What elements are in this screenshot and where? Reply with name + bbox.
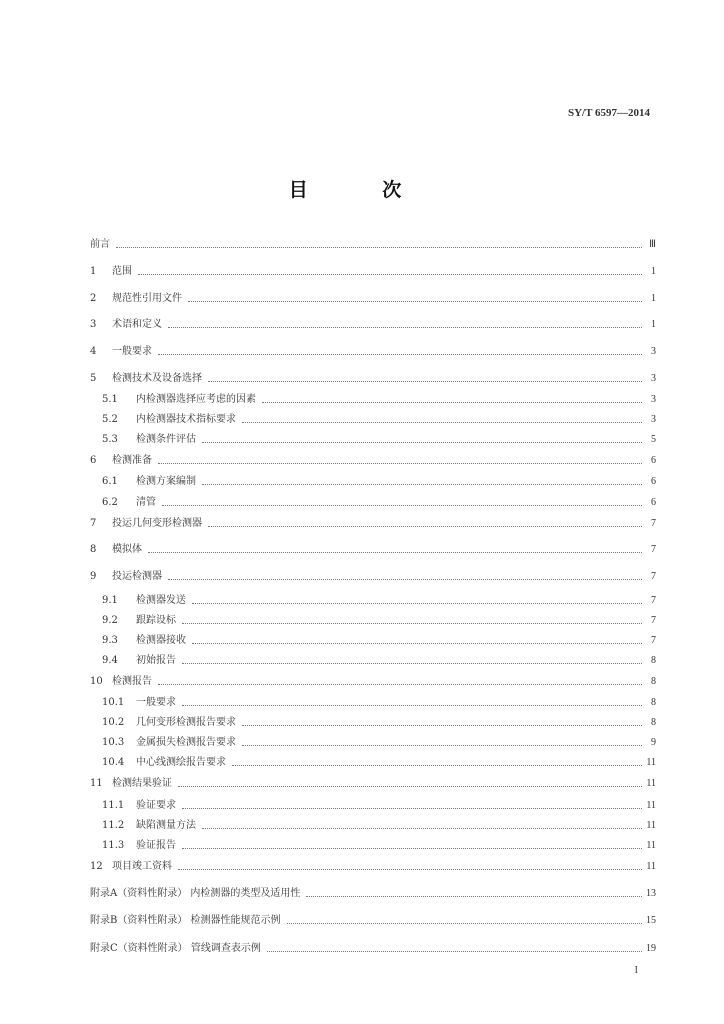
toc-entry-page: 15 <box>646 915 656 926</box>
dot-leader <box>188 300 642 302</box>
toc-entry[interactable] <box>90 290 656 306</box>
toc-entry-number: 9.2 <box>102 615 118 626</box>
page-title: 目 次 <box>288 179 436 201</box>
toc-entry[interactable] <box>102 734 656 750</box>
toc-entry-label: 跟踪设标 <box>136 615 176 626</box>
toc-entry-page: 1 <box>651 266 656 277</box>
toc-entry-page: 6 <box>651 497 656 508</box>
toc-entry[interactable] <box>102 817 656 833</box>
toc-entry-page: 11 <box>646 800 656 811</box>
toc-entry-label: 检测报告 <box>112 676 152 687</box>
dot-leader <box>306 895 642 897</box>
toc-entry-page: 6 <box>651 476 656 487</box>
toc-entry-page: 7 <box>651 571 656 582</box>
toc-entry[interactable] <box>102 837 656 853</box>
toc-entry-label: 中心线测绘报告要求 <box>136 757 226 768</box>
toc-entry-label: 附录C（资料性附录） 管线调查表示例 <box>90 943 261 954</box>
toc-entry-label: 附录B（资料性附录） 检测器性能规范示例 <box>90 915 281 926</box>
toc-entry-label: 检测条件评估 <box>136 434 196 445</box>
toc-entry-page: 7 <box>651 518 656 529</box>
toc-entry-page: 13 <box>646 888 656 899</box>
toc-entry-label: 一般要求 <box>112 346 152 357</box>
toc-entry[interactable] <box>102 797 656 813</box>
toc-entry-page: 7 <box>651 615 656 626</box>
dot-leader <box>182 622 642 624</box>
toc-entry[interactable] <box>90 858 656 874</box>
toc-entry-page: 1 <box>651 293 656 304</box>
toc-entry-number: 1 <box>90 266 97 277</box>
toc-entry-number: 9.4 <box>102 655 118 666</box>
toc-entry-label: 模拟体 <box>112 544 142 555</box>
toc-entry[interactable] <box>102 473 656 489</box>
toc-entry-number: 11.2 <box>102 820 125 831</box>
toc-entry[interactable] <box>102 694 656 710</box>
toc-entry-page: 5 <box>651 434 656 445</box>
toc-entry-label: 检测器接收 <box>136 635 186 646</box>
toc-entry-number: 10 <box>90 676 103 687</box>
toc-entry[interactable] <box>90 940 656 956</box>
toc-entry-number: 10.4 <box>102 757 125 768</box>
toc-entry-page: 11 <box>646 820 656 831</box>
toc-entry-label: 检测方案编制 <box>136 476 196 487</box>
dot-leader <box>208 525 642 527</box>
dot-leader <box>242 744 642 746</box>
dot-leader <box>192 602 642 604</box>
toc-entry[interactable] <box>90 370 656 386</box>
toc-entry-number: 8 <box>90 544 97 555</box>
toc-entry[interactable] <box>102 612 656 628</box>
toc-entry-label: 验证报告 <box>136 840 176 851</box>
toc-entry[interactable] <box>102 632 656 648</box>
toc-entry-number: 2 <box>90 293 97 304</box>
toc-entry-label: 金属损失检测报告要求 <box>136 737 236 748</box>
toc-entry-number: 11 <box>90 778 103 789</box>
toc-entry[interactable] <box>90 452 656 468</box>
dot-leader <box>162 504 642 506</box>
dot-leader <box>242 724 642 726</box>
toc-entry-label: 几何变形检测报告要求 <box>136 717 236 728</box>
toc-entry-page: 8 <box>651 655 656 666</box>
toc-entry-number: 5 <box>90 373 97 384</box>
toc-entry-page: 8 <box>651 697 656 708</box>
toc-entry-number: 5.3 <box>102 434 118 445</box>
toc-entry-page: 3 <box>651 394 656 405</box>
dot-leader <box>116 246 642 248</box>
toc-entry-label: 术语和定义 <box>112 319 162 330</box>
toc-entry[interactable] <box>102 754 656 770</box>
toc-entry-label: 内检测器选择应考虑的因素 <box>136 394 256 405</box>
toc-entry-number: 10.1 <box>102 697 125 708</box>
toc-entry[interactable] <box>90 775 656 791</box>
dot-leader <box>178 785 642 787</box>
dot-leader <box>182 662 642 664</box>
toc-entry-number: 7 <box>90 518 97 529</box>
toc-entry-page: 7 <box>651 635 656 646</box>
dot-leader <box>242 421 642 423</box>
toc-entry-number: 5.1 <box>102 394 118 405</box>
toc-entry-label: 检测结果验证 <box>112 778 172 789</box>
toc-entry-page: 11 <box>646 757 656 768</box>
toc-entry-page: 11 <box>646 840 656 851</box>
footer-page-number: I <box>634 965 638 976</box>
toc-entry[interactable] <box>90 236 656 252</box>
toc-entry-page: 8 <box>651 717 656 728</box>
toc-entry-label: 规范性引用文件 <box>112 293 182 304</box>
dot-leader <box>202 483 642 485</box>
toc-entry[interactable] <box>90 568 656 584</box>
dot-leader <box>267 950 642 952</box>
toc-entry-number: 10.3 <box>102 737 125 748</box>
toc-entry-label: 内检测器技术指标要求 <box>136 414 236 425</box>
toc-entry[interactable] <box>90 912 656 928</box>
toc-entry-number: 6 <box>90 455 97 466</box>
toc-entry-number: 6.2 <box>102 497 118 508</box>
dot-leader <box>168 326 642 328</box>
toc-entry-label: 检测准备 <box>112 455 152 466</box>
toc-entry[interactable] <box>90 673 656 689</box>
toc-entry[interactable] <box>102 652 656 668</box>
toc-entry-page: 11 <box>646 861 656 872</box>
dot-leader <box>168 578 642 580</box>
toc-entry[interactable] <box>102 431 656 447</box>
dot-leader <box>287 922 642 924</box>
toc-entry-page: Ⅲ <box>649 239 656 250</box>
toc-entry-page: 7 <box>651 544 656 555</box>
toc-entry-number: 9.3 <box>102 635 118 646</box>
toc-entry-label: 初始报告 <box>136 655 176 666</box>
toc-entry-number: 6.1 <box>102 476 118 487</box>
dot-leader <box>158 683 642 685</box>
toc-entry-label: 缺陷测量方法 <box>136 820 196 831</box>
toc-entry-number: 12 <box>90 861 103 872</box>
toc-entry-label: 前言 <box>90 239 110 250</box>
dot-leader <box>202 827 642 829</box>
toc-entry-label: 范围 <box>112 266 132 277</box>
dot-leader <box>182 704 642 706</box>
dot-leader <box>192 642 642 644</box>
toc-entry-label: 投运几何变形检测器 <box>112 518 202 529</box>
toc-entry-page: 3 <box>651 373 656 384</box>
dot-leader <box>178 868 642 870</box>
toc-entry-label: 投运检测器 <box>112 571 162 582</box>
dot-leader <box>182 807 642 809</box>
toc-entry-label: 检测器发送 <box>136 595 186 606</box>
toc-entry-page: 3 <box>651 346 656 357</box>
toc-entry-page: 6 <box>651 455 656 466</box>
toc-entry-label: 验证要求 <box>136 800 176 811</box>
toc-entry-number: 5.2 <box>102 414 118 425</box>
toc-entry-label: 一般要求 <box>136 697 176 708</box>
toc-entry-page: 8 <box>651 676 656 687</box>
dot-leader <box>182 847 642 849</box>
toc-entry-label: 附录A（资料性附录） 内检测器的类型及适用性 <box>90 888 301 899</box>
toc-entry-page: 1 <box>651 319 656 330</box>
toc-entry[interactable] <box>90 885 656 901</box>
toc-entry-number: 11.1 <box>102 800 125 811</box>
toc-entry-number: 10.2 <box>102 717 125 728</box>
toc-entry[interactable] <box>90 541 656 557</box>
toc-entry-label: 检测技术及设备选择 <box>112 373 202 384</box>
dot-leader <box>232 764 642 766</box>
toc-entry[interactable] <box>90 515 656 531</box>
toc-entry-number: 11.3 <box>102 840 125 851</box>
toc-entry[interactable] <box>102 592 656 608</box>
toc-entry-page: 19 <box>646 943 656 954</box>
toc-entry-number: 4 <box>90 346 97 357</box>
toc-entry[interactable] <box>90 263 656 279</box>
dot-leader <box>202 441 642 443</box>
toc-entry[interactable] <box>102 714 656 730</box>
toc-entry-number: 9.1 <box>102 595 118 606</box>
dot-leader <box>138 273 642 275</box>
dot-leader <box>158 462 642 464</box>
toc-entry[interactable] <box>90 316 656 332</box>
dot-leader <box>158 353 642 355</box>
toc-entry[interactable] <box>90 343 656 359</box>
toc-entry-label: 清管 <box>136 497 156 508</box>
toc-entry-page: 3 <box>651 414 656 425</box>
toc-entry-label: 项目竣工资料 <box>112 861 172 872</box>
dot-leader <box>262 401 642 403</box>
standard-code: SY/T 6597—2014 <box>567 107 650 119</box>
dot-leader <box>208 380 642 382</box>
dot-leader <box>148 551 642 553</box>
toc-entry[interactable] <box>102 411 656 427</box>
toc-entry[interactable] <box>102 494 656 510</box>
toc-entry-number: 9 <box>90 571 97 582</box>
toc-entry[interactable] <box>102 391 656 407</box>
toc-entry-page: 9 <box>651 737 656 748</box>
toc-entry-number: 3 <box>90 319 97 330</box>
toc-entry-page: 11 <box>646 778 656 789</box>
toc-entry-page: 7 <box>651 595 656 606</box>
